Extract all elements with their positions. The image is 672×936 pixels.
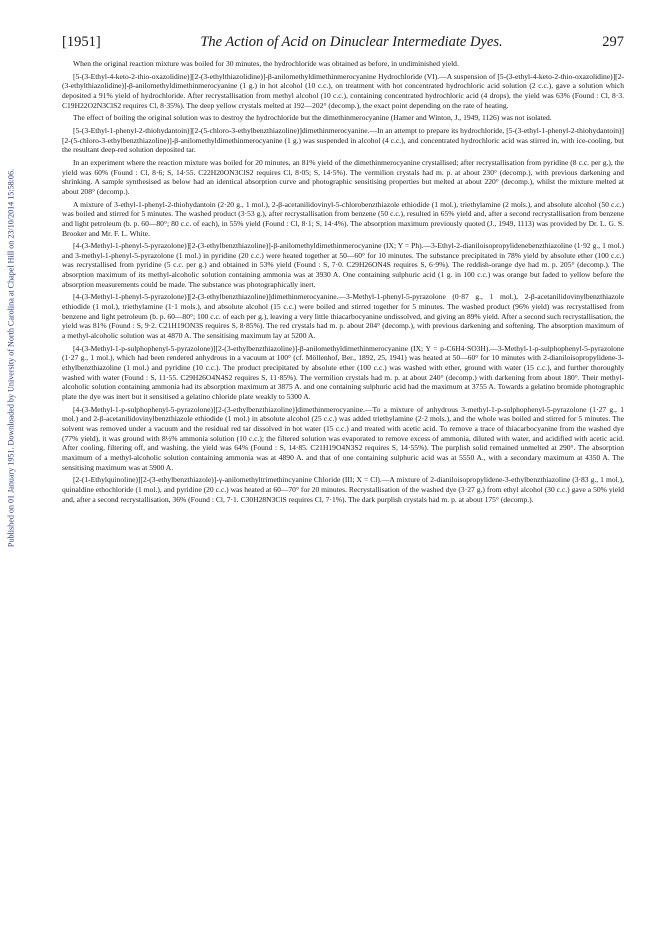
download-watermark-text: Published on 01 January 1951. Downloaded by University of North Carolina at Chapel Hill on 23/10/2014 15:58:06.: [6, 168, 16, 547]
paragraph: [2-(1-Ethylquinoline)][2-(3-ethylbenzthiazole)]-γ-anilomethyltrimethincyanine Chloride (III; X = Cl).—A mixture of 2-dianiloisopropylidene-3-ethylbenzthiazoline (3·83 g., 1 mol.), quinaldine ethochloride (1 mol.), and pyridine (20 c.c.) was heated at 60—70° for 20 minutes. Recrystallisation of the washed dye (3·27 g.) from ethyl alcohol (30 c.c.) gave a 50% yield and, after a second recrystallisation, 36% (Found : Cl, 7·1. C30H28N3ClS requires Cl, 7·1%). The dark purplish crystals had m. p. at about 175° (decomp.).: [62, 475, 624, 504]
paragraph: [4-(3-Methyl-1-p-sulphophenyl-5-pyrazolone)][2-(3-ethylbenzthiazoline)]-β-anilomethyldimethinmerocyanine (IX; Y = p-C6H4·SO3H).—3-Methyl-1-p-sulphophenyl-5-pyrazolone (1·27 g., 1 mol.), which had been rendered anhydrous in a vacuum at 100° (cf. Möllenhof, Ber., 1892, 25, 1941) was heated at 50—60° for 10 minutes with 2-dianiloisopropylidene-3-ethylbenzthiazoline (1 mol.) and pyridine (10 c.c.). The product precipitated by absolute ether (100 c.c.) was washed with ether, ground with water (15 c.c.), and further thoroughly washed with water (Found : S, 11·55. C29H26O4N4S2 requires S, 11·85%). The vermilion crystals had m. p. at about 240° (decomp.) with darkening from about 180°. Their methyl-alcoholic solution containing ammonia had its absorption maximum at 3875 A. and one containing sulphuric acid had the maximum at 3755 A. Towards a gelatino bromide photographic plate the dye was inert but it sensitised a gelatino chloride plate weakly to 5300 A.: [62, 343, 624, 401]
volume-year: [1951]: [62, 34, 101, 50]
paragraph: The effect of boiling the original solution was to destroy the hydrochloride but the dimethinmerocyanine (Hamer and Winton, J., 1949, 1126) was not isolated.: [73, 113, 552, 123]
paragraph: [4-(3-Methyl-1-phenyl-5-pyrazolone)][2-(3-ethylbenzthiazoline)]-β-anilomethyldimethinmerocyanine (IX; Y = Ph).—3-Ethyl-2-dianiloisopropylidenebenzthiazoline (1·92 g., 1 mol.) and 3-methyl-1-phenyl-5-pyrazolone (1 mol.) in pyridine (20 c.c.) were heated together at 50—60° for 10 minutes. The substance precipitated in 78% yield by absolute ether (100 c.c.) was recrystallised from pyridine (5 c.c. per g.) and obtained in 53% yield (Found : S, 7·0. C29H26ON4S requires S, 6·9%). The reddish-orange dye had m. p. 205° (decomp.). The absorption maximum of its methyl-alcoholic solution containing ammonia was at 3930 A. One containing sulphuric acid (1 g. in 100 c.c.) was orange but faded to yellow before the absorption measurements could be made. The substance was photographically inert.: [62, 241, 624, 289]
journal-page: [62, 34, 624, 506]
paragraph: [4-(3-Methyl-1-phenyl-5-pyrazolone)][2-(3-ethylbenzthiazoline)]dimethinmerocyanine.—3-Methyl-1-phenyl-5-pyrazolone (0·87 g., 1 mol.), 2-β-acetanilidovinylbenzthiazole ethiodide (1 mol.), triethylamine (1·1 mols.), and absolute alcohol (15 c.c.) were boiled and stirred together for 5 minutes. The washed product (96% yield) was recrystallised from benzene and light petroleum (b. p. 60—80°; 100 c.c. of each per g.), leaving a very little thiacarbocyanine undissolved, and giving an 89% yield. After a second such recrystallisation, the yield was 81% (Found : S, 9·2. C21H19ON3S requires S, 8·85%). The red crystals had m. p. about 204° (decomp.), with previous darkening and softening. The absorption maximum of a methyl-alcoholic solution was at 4870 A. The sensitising maximum lay at 5200 A.: [62, 292, 624, 341]
paragraph: When the original reaction mixture was boiled for 30 minutes, the hydrochloride was obtained as before, in undiminished yield.: [73, 59, 459, 68]
paragraph: [5-(3-Ethyl-1-phenyl-2-thiohydantoin)][2-(5-chloro-3-ethylbenzthiazoline)]dimethinmerocyanine.—In an attempt to prepare its hydrochloride, [5-(3-ethyl-1-phenyl-2-thiohydantoin)][2-(5-chloro-3-ethylbenzthiazoline)]-β-anilomethyldimethinmerocyanine (1 g.) was suspended in alcohol (4 c.c.), and concentrated hydrochloric acid was stirred in, with ice-cooling, but the resultant deep-red solution deposited tar.: [62, 125, 624, 155]
paragraph: A mixture of 3-ethyl-1-phenyl-2-thiohydantoin (2·20 g., 1 mol.), 2-β-acetanilidovinyl-5-chlorobenzthiazole ethiodide (1 mol.), triethylamine (2 mols.), and absolute alcohol (50 c.c.) was boiled and stirred for 5 minutes. The washed product (3·53 g.), after recrystallisation from benzene (50 c.c.), resulted in 65% yield and, after a second recrystallisation from benzene and light petroleum (b. p. 60—80°; 80 c.c. of each), in 55% yield (Found : Cl, 8·1; S, 14·4%). The absorption maximum previously quoted (J., 1949, 1113) was provided by Dr. L. G. S. Brooker and Mr. F. L. White.: [62, 199, 624, 238]
paragraph: In an experiment where the reaction mixture was boiled for 20 minutes, an 81% yield of the dimethinmerocyanine crystallised; after recrystallisation from pyridine (8 c.c. per g.), the yield was 60% (Found : Cl, 8·6; S, 14·55. C22H20ON3ClS2 requires Cl, 8·05; S, 14·5%). The vermilion crystals had m. p. at about 230° (decomp.), with previous darkening and shrinking. A sample synthesised as below had an identical absorption curve and photographic sensitising properties but melted at about 220° (decomp.), whilst the mixture melted at about 208° (decomp.).: [62, 157, 624, 196]
page-number: 297: [602, 34, 624, 50]
article-body: [62, 59, 624, 504]
download-watermark: [2, 95, 20, 620]
article-title: The Action of Acid on Dinuclear Intermediate Dyes.: [200, 34, 503, 50]
running-head: [62, 34, 624, 51]
paragraph: [5-(3-Ethyl-4-keto-2-thio-oxazolidine)][2-(3-ethylthiazolidine)]-β-anilomethyldimethinmerocyanine Hydrochloride (VI).—A suspension of [5-(3-ethyl-4-keto-2-thio-oxazolidine)][2-(3-ethylthiazolidine)]-β-anilomethyldimethinmerocyanine (1 g.) in hot alcohol (10 c.c.), on treatment with hot concentrated hydrochloric acid solution (2 c.c.), gave a solution which deposited a 91% yield of hydrochloride. After recrystallisation from methyl alcohol (10 c.c.), containing concentrated hydrochloric acid (4 drops), the yield was 63% (Found : Cl, 8·3. C19H22O2N3ClS2 requires Cl, 8·35%). The deep yellow crystals melted at 192—202° (decomp.), the exact point depending on the rate of heating.: [62, 71, 624, 110]
paragraph: [4-(3-Methyl-1-p-sulphophenyl-5-pyrazolone)][2-(3-ethylbenzthiazoline)]dimethinmerocyanine.—To a mixture of anhydrous 3-methyl-1-p-sulphophenyl-5-pyrazolone (1·27 g., 1 mol.) and 2-β-acetanilidovinylbenzthiazole ethiodide (1 mol.) in absolute alcohol (25 c.c.) was added triethylamine (2·2 mols.), and the whole was boiled and stirred for 5 minutes. The solvent was removed under a vacuum and the residual red tar dissolved in hot water (15 c.c.) and treated with acetic acid. To remove a trace of thiacarbocyanine from the washed dye (77% yield), it was ground with 8½% ammonia solution (10 c.c.); the filtered solution was evaporated to remove excess of ammonia, diluted with water, and acidified with acetic acid. After cooling, filtering off, and washing, the yield was 64% (Found : S, 14·85. C21H19O4N3S2 requires S, 14·55%). The purplish solid remained unmelted at 290°. The absorption maximum of a methyl-alcoholic solution containing ammonia was at 4890 A. and that of one containing sulphuric acid was at 5550 A., with a secondary maximum at 4350 A. The sensitising maximum was at 5900 A.: [62, 404, 624, 472]
